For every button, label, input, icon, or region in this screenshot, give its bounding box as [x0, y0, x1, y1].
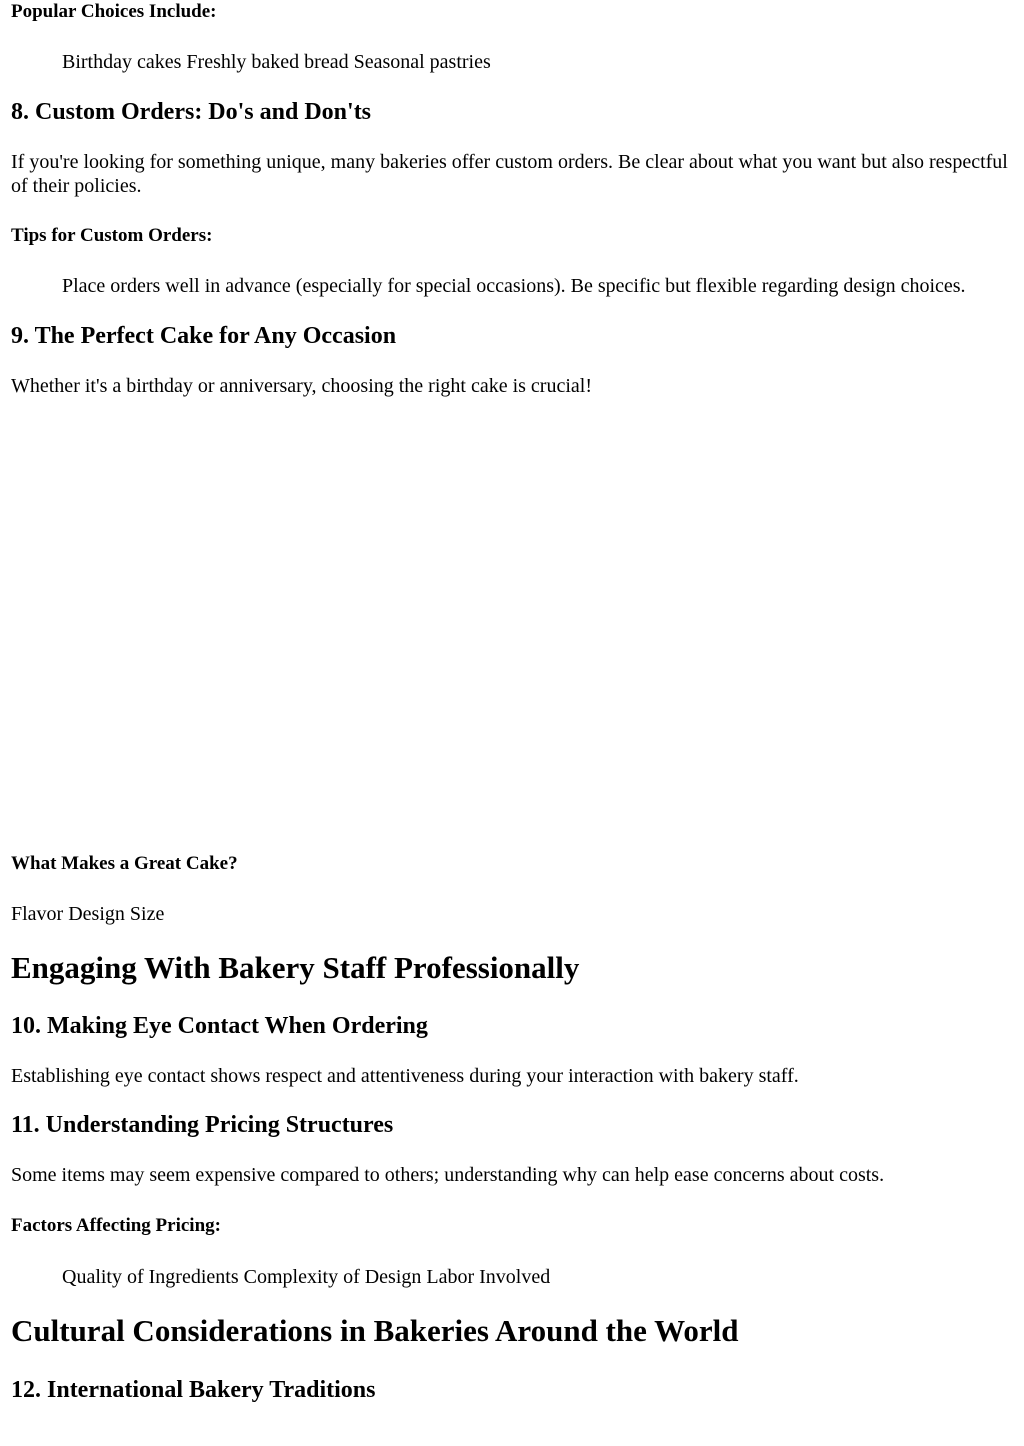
- popular-choices-heading: Popular Choices Include:: [11, 1, 217, 22]
- eye-contact-body: Establishing eye contact shows respect and attentiveness during your interaction with bakery staff.: [11, 1065, 799, 1087]
- custom-orders-body: If you're looking for something unique, many bakeries offer custom orders. Be clear about what you want but also respectful of their policies.: [11, 151, 1008, 197]
- popular-choices-list: [62, 50, 1013, 74]
- custom-orders-heading: 8. Custom Orders: Do's and Don'ts: [11, 99, 372, 125]
- pricing-body: Some items may seem expensive compared to others; understanding why can help ease concerns about costs.: [11, 1164, 885, 1186]
- engaging-staff-heading: Engaging With Bakery Staff Professionally: [11, 950, 580, 985]
- list-item: Quality of Ingredients: [62, 1266, 239, 1288]
- custom-orders-tips-list: [62, 274, 1013, 298]
- great-cake-heading: What Makes a Great Cake?: [11, 853, 238, 874]
- pricing-factors-heading: Factors Affecting Pricing:: [11, 1215, 221, 1236]
- embedded-media-placeholder: [11, 410, 1011, 840]
- pricing-factors-list: [62, 1265, 1013, 1289]
- custom-orders-tips-heading: Tips for Custom Orders:: [11, 225, 213, 246]
- list-item: Be specific but flexible regarding design choices.: [570, 275, 966, 297]
- list-item: Seasonal pastries: [353, 51, 491, 73]
- perfect-cake-heading: 9. The Perfect Cake for Any Occasion: [11, 323, 397, 349]
- perfect-cake-body: Whether it's a birthday or anniversary, choosing the right cake is crucial!: [11, 375, 592, 397]
- list-item: Labor Involved: [426, 1266, 551, 1288]
- cultural-considerations-heading: Cultural Considerations in Bakeries Around the World: [11, 1313, 739, 1348]
- list-item: Birthday cakes: [62, 51, 182, 73]
- great-cake-list: [11, 902, 1013, 926]
- list-item: Complexity of Design: [243, 1266, 422, 1288]
- list-item: Place orders well in advance (especially for special occasions).: [62, 275, 566, 297]
- list-item: Freshly baked bread: [186, 51, 349, 73]
- list-item: Flavor: [11, 903, 64, 925]
- list-item: Size: [129, 903, 165, 925]
- list-item: Design: [68, 903, 125, 925]
- pricing-heading: 11. Understanding Pricing Structures: [11, 1112, 394, 1138]
- eye-contact-heading: 10. Making Eye Contact When Ordering: [11, 1013, 428, 1039]
- international-traditions-heading: 12. International Bakery Traditions: [11, 1377, 376, 1403]
